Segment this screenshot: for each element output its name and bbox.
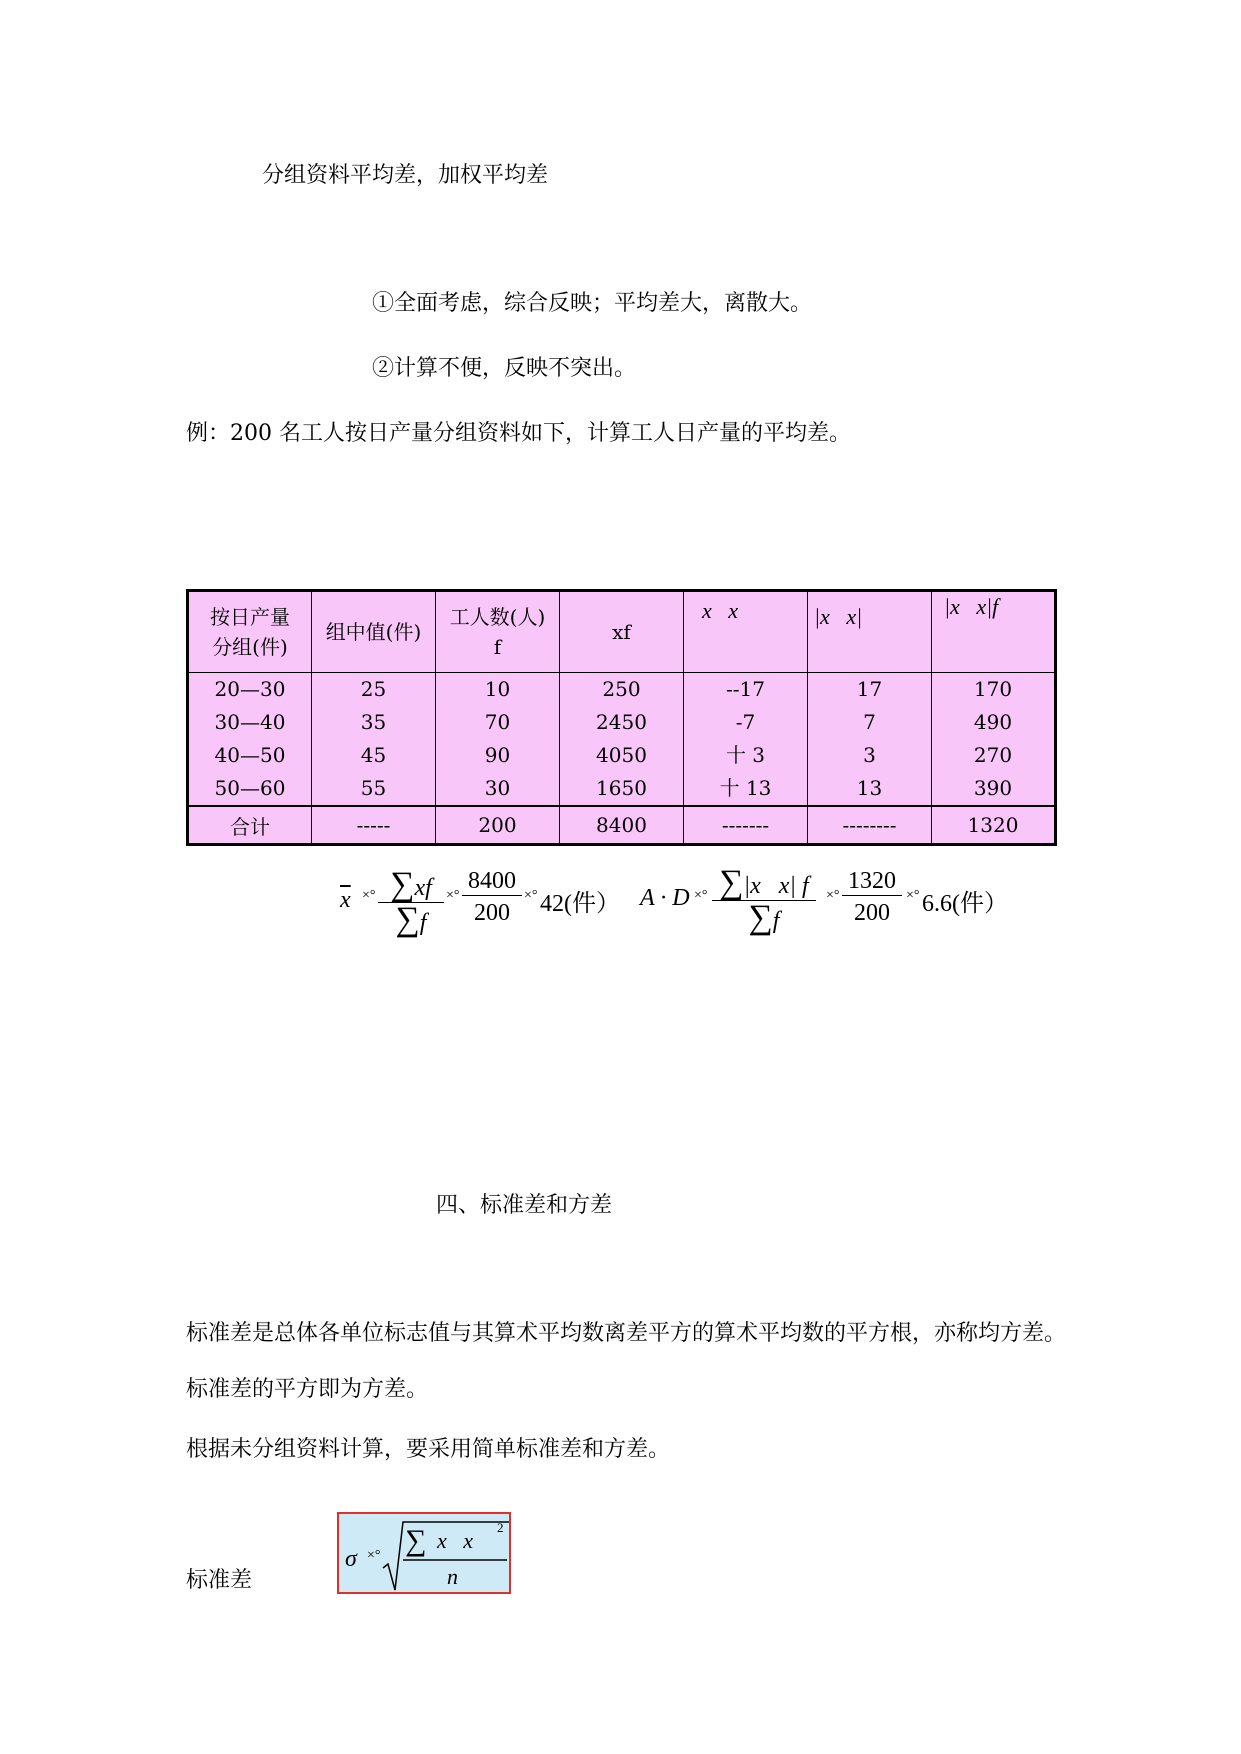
ad-result: 6.6(件） (922, 891, 1008, 917)
table-cell: 1320 (932, 806, 1056, 845)
table-cell: --17 (726, 677, 765, 701)
ad-value-fraction (842, 868, 902, 927)
mean-result: 42(件） (540, 891, 620, 917)
sum-icon: ∑ (748, 899, 773, 936)
table-cell: 35 (360, 710, 387, 734)
table-cell: 30—40 (214, 710, 286, 734)
column-deviation (684, 673, 808, 807)
equals-glyph: ×° (694, 888, 708, 903)
table-cell: 490 (973, 710, 1013, 734)
table-cell: 8400 (560, 806, 684, 845)
mean-value-fraction (462, 868, 522, 927)
header-text: |x x| (814, 604, 863, 629)
table-cell: -------- (808, 806, 932, 845)
sd-label: 标准差 (186, 1568, 253, 1593)
table-cell: 90 (484, 743, 511, 767)
sd-denominator: n (447, 1564, 458, 1589)
sigma-symbol: σ (345, 1546, 357, 1572)
table-cell: 270 (973, 743, 1013, 767)
fraction-denominator (712, 901, 816, 935)
heading-weighted-avg-deviation: 分组资料平均差，加权平均差 (262, 163, 549, 188)
header-text: xf (612, 620, 631, 644)
fraction-denominator: 200 (474, 900, 510, 926)
table-cell: 3 (863, 743, 876, 767)
fraction-numerator (712, 866, 816, 901)
table-cell: ----- (312, 806, 436, 845)
header-text: 工人数(人) f (449, 605, 546, 659)
header-text: 按日产量 分组(件) (210, 605, 290, 659)
point-advantage: ①全面考虑，综合反映；平均差大，离散大。 (372, 291, 813, 316)
table-cell: ------- (684, 806, 808, 845)
header-midpoint (312, 591, 436, 673)
fraction-denominator (378, 903, 444, 937)
table-cell: 合计 (188, 806, 312, 845)
sd-formula-box (337, 1512, 511, 1594)
table-cell: 13 (856, 776, 883, 800)
table-cell: 50—60 (214, 776, 286, 800)
column-midpoint (312, 673, 436, 807)
definition-paragraph: 标准差是总体各单位标志值与其算术平均数离差平方的算术平均数的平方根，亦称均方差。标准差的平方即为方差。 (186, 1321, 1067, 1402)
numerator-text: xf (414, 875, 432, 901)
ad-symbol: A · D (640, 885, 690, 911)
table-cell: 1650 (596, 776, 647, 800)
numerator-text: |x x| f (743, 873, 809, 899)
table-cell: 170 (973, 677, 1013, 701)
table-cell: 20—30 (214, 677, 286, 701)
grouped-data-table (186, 589, 1057, 846)
header-workers (436, 591, 560, 673)
fraction-numerator (378, 868, 444, 903)
header-text: 组中值(件) (325, 620, 422, 644)
section-title: 四、标准差和方差 (436, 1193, 613, 1218)
column-xf (560, 673, 684, 807)
table-cell: 200 (436, 806, 560, 845)
mean-symbol: $\overline{x}$ (340, 887, 351, 913)
column-abs-deviation-f (932, 673, 1056, 807)
table-cell: 250 (602, 677, 641, 701)
table-cell: 7 (863, 710, 876, 734)
column-group-range (188, 673, 312, 807)
header-output-group (188, 591, 312, 673)
fraction-numerator: 1320 (842, 868, 902, 896)
table-cell: 2450 (596, 710, 647, 734)
table-cell: 70 (484, 710, 511, 734)
table-cell: -7 (735, 710, 756, 734)
header-abs-deviation (808, 591, 932, 673)
header-deviation (684, 591, 808, 673)
example-statement: 例：200 名工人按日产量分组资料如下，计算工人日产量的平均差。 (186, 421, 851, 446)
table-cell: 17 (856, 677, 883, 701)
ad-sum-fraction (712, 866, 816, 935)
equals-glyph: ×° (906, 888, 920, 903)
table-cell: 25 (360, 677, 387, 701)
table-cell: 十 3 (725, 743, 766, 767)
sum-icon: ∑ (390, 866, 415, 903)
table-cell: 30 (484, 776, 511, 800)
equals-glyph: ×° (826, 888, 840, 903)
table-cell: 390 (973, 776, 1013, 800)
table-cell: 45 (360, 743, 387, 767)
sum-icon: ∑ (405, 1524, 427, 1557)
equals-glyph: ×° (524, 888, 538, 903)
equals-glyph: ×° (446, 888, 460, 903)
table-cell: 十 13 (719, 776, 772, 800)
column-abs-deviation (808, 673, 932, 807)
equals-glyph: ×° (367, 1548, 381, 1563)
table-cell: 4050 (596, 743, 647, 767)
total-row (188, 806, 1056, 845)
sum-icon: ∑ (719, 864, 744, 901)
denominator-text: f (419, 910, 427, 936)
header-text: |x x|f (944, 594, 999, 619)
mean-sum-fraction (378, 868, 444, 937)
sum-icon: ∑ (395, 901, 420, 938)
ungrouped-note: 根据未分组资料计算，要采用简单标准差和方差。 (186, 1437, 671, 1462)
sd-numerator: x x (437, 1528, 474, 1553)
header-abs-deviation-f (932, 591, 1056, 673)
fraction-denominator: 200 (854, 900, 890, 926)
point-disadvantage: ②计算不便，反映不突出。 (372, 356, 637, 381)
equals-glyph: ×° (362, 888, 376, 903)
table-cell: 55 (360, 776, 387, 800)
header-text: x x (702, 598, 739, 623)
fraction-numerator: 8400 (462, 868, 522, 896)
sd-exponent: 2 (497, 1520, 504, 1535)
column-workers (436, 673, 560, 807)
denominator-text: f (772, 908, 780, 934)
table-cell: 40—50 (214, 743, 286, 767)
table-cell: 10 (484, 677, 511, 701)
header-xf (560, 591, 684, 673)
